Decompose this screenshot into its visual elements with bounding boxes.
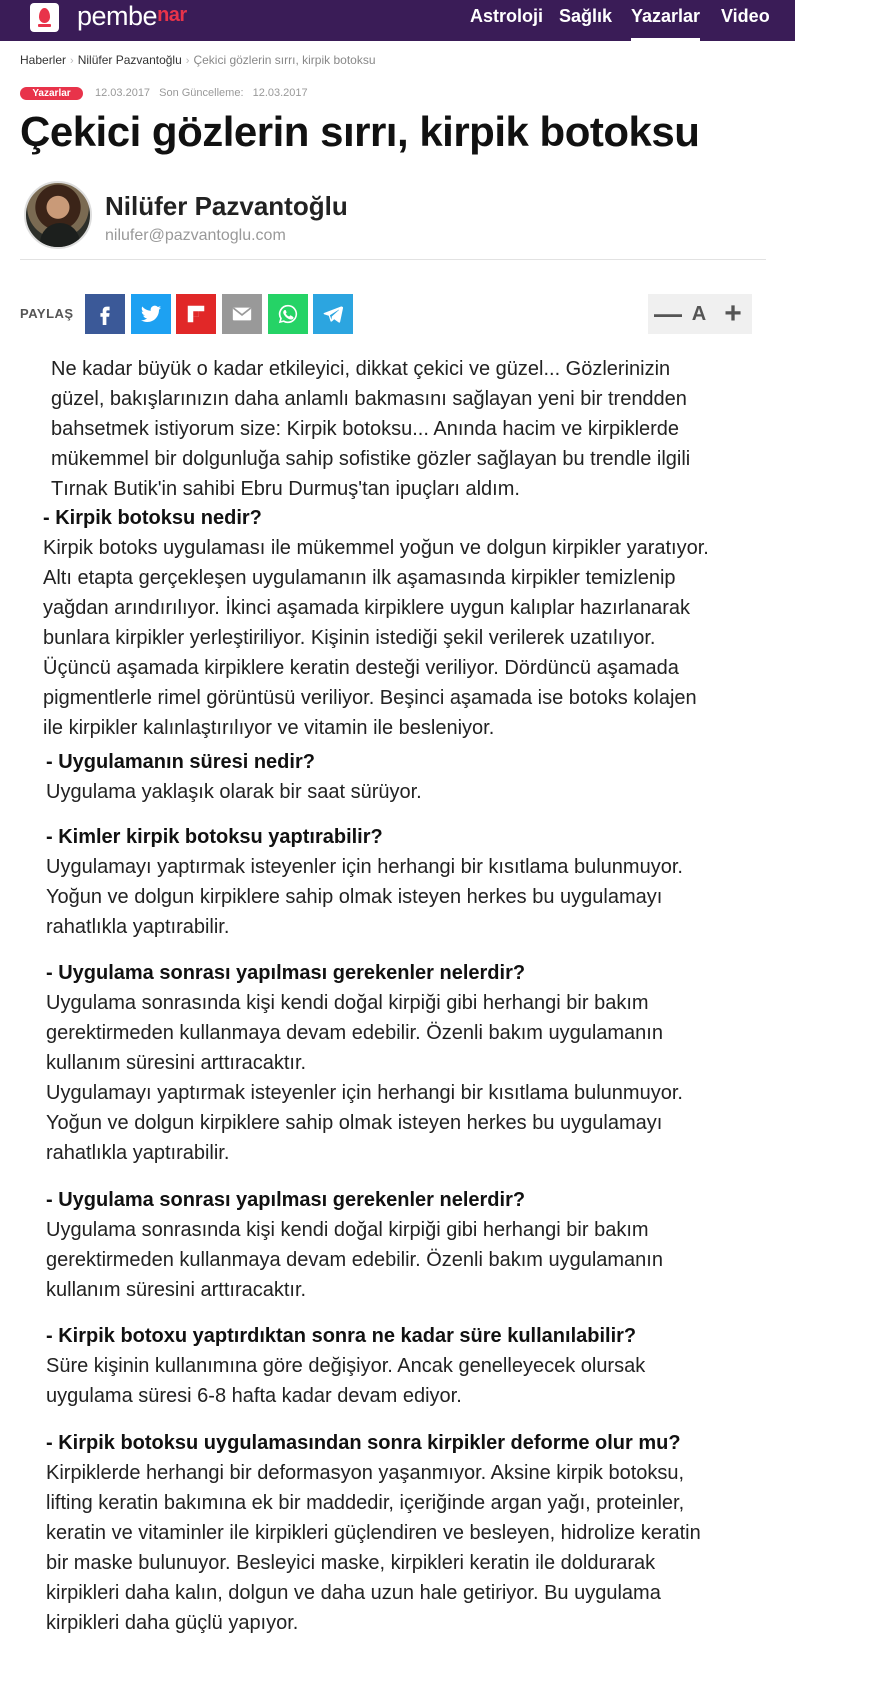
font-size-label: A [691, 303, 707, 325]
paragraph-line: keratin ve vitaminler ile kirpikleri güçlendiren ve besleyen, hidrolize keratin [46, 1522, 701, 1544]
paragraph-line: lifting keratin bakımına ek bir maddedir, içeriğinde argan yağı, proteinler, [46, 1492, 685, 1514]
nav-item-astroloji[interactable]: Astroloji [470, 6, 544, 26]
paragraph-line: Uygulama sonrasında kişi kendi doğal kirpiği gibi herhangi bir bakım [46, 992, 649, 1014]
site-logo[interactable] [77, 0, 187, 32]
section-heading: - Kirpik botoksu nedir? [43, 507, 262, 529]
share-label: PAYLAŞ [20, 306, 74, 321]
facebook-icon [94, 303, 116, 325]
paragraph-line: gerektirmeden kullanmaya devam edebilir. Özenli bakım uygulamanın [46, 1022, 663, 1044]
paragraph-line: kirpikleri daha güçlü yapıyor. [46, 1612, 299, 1634]
pomegranate-logo-icon[interactable] [30, 3, 59, 32]
updated-label: Son Güncelleme: [159, 87, 244, 99]
paragraph-line: kullanım süresini arttıracaktır. [46, 1052, 307, 1074]
email-share-button[interactable] [222, 294, 262, 334]
paragraph-line: Yoğun ve dolgun kirpiklere sahip olmak isteyen herkes bu uygulamayı [46, 886, 663, 908]
flipboard-icon [185, 303, 207, 325]
intro-line: Ne kadar büyük o kadar etkileyici, dikkat çekici ve güzel... Gözlerinizin [51, 358, 671, 380]
category-badge[interactable]: Yazarlar [20, 87, 83, 100]
chevron-right-icon: › [185, 55, 190, 67]
flame-shape [39, 8, 50, 23]
nav-item-yazarlar[interactable]: Yazarlar [631, 6, 701, 26]
paragraph-line: kirpikleri daha kalın, dolgun ve daha uzun hale getiriyor. Bu uygulama [46, 1582, 661, 1604]
divider [20, 259, 766, 260]
page-title: Çekici gözlerin sırrı, kirpik botoksu [20, 108, 700, 155]
intro-line: bahsetmek istiyorum size: Kirpik botoksu... Anında hacim ve kirpiklerde [51, 418, 680, 440]
paragraph-line: pigmentlerle rimel görüntüsü veriliyor. Beşinci aşamada ise botoks kolajen [43, 687, 697, 709]
twitter-icon [140, 303, 162, 325]
paragraph-line: Kirpik botoks uygulaması ile mükemmel yoğun ve dolgun kirpikler yaratıyor. [43, 537, 709, 559]
nav-item-video[interactable]: Video [721, 6, 770, 26]
flame-base-shape [38, 24, 51, 27]
section-heading: - Kirpik botoksu uygulamasından sonra kirpikler deforme olur mu? [46, 1432, 681, 1454]
paragraph-line: kullanım süresini arttıracaktır. [46, 1279, 307, 1301]
paragraph-line: uygulama süresi 6-8 hafta kadar devam ediyor. [46, 1385, 462, 1407]
paragraph-line: gerektirmeden kullanmaya devam edebilir. Özenli bakım uygulamanın [46, 1249, 663, 1271]
article-meta [95, 86, 314, 100]
logo-text-white: pembe [77, 1, 158, 31]
section-heading: - Kimler kirpik botoksu yaptırabilir? [46, 826, 383, 848]
chevron-right-icon: › [70, 55, 74, 67]
intro-line: Tırnak Butik'in sahibi Ebru Durmuş'tan ipuçları aldım. [51, 478, 520, 500]
section-heading: - Uygulamanın süresi nedir? [46, 751, 315, 773]
paragraph-line: bunlara kirpikler yerleştiriliyor. Kişinin istediği şekil verilerek uzatılıyor. [43, 627, 656, 649]
paragraph-line: rahatlıkla yaptırabilir. [46, 1142, 230, 1164]
intro-line: güzel, bakışlarınızın daha anlamlı bakmasını sağlayan yeni bir trendden [51, 388, 687, 410]
author-email: nilufer@pazvantoglu.com [105, 227, 286, 244]
breadcrumb-item-current: Çekici gözlerin sırrı, kirpik botoksu [193, 53, 376, 67]
twitter-share-button[interactable] [131, 294, 171, 334]
telegram-icon [322, 303, 344, 325]
breadcrumb [20, 52, 376, 69]
font-size-control [648, 294, 752, 334]
facebook-share-button[interactable] [85, 294, 125, 334]
paragraph-line: ile kirpikler kalınlaştırılıyor ve vitamin ile besleniyor. [43, 717, 495, 739]
paragraph-line: rahatlıkla yaptırabilir. [46, 916, 230, 938]
avatar-figure [40, 223, 80, 249]
updated-date: 12.03.2017 [252, 87, 308, 99]
paragraph-line: Yoğun ve dolgun kirpiklere sahip olmak isteyen herkes bu uygulamayı [46, 1112, 663, 1134]
whatsapp-share-button[interactable] [268, 294, 308, 334]
logo-text-pink: nar [157, 4, 187, 26]
top-navigation-bar [0, 0, 795, 41]
paragraph-line: Üçüncü aşamada kirpiklere keratin desteği veriliyor. Dördüncü aşamada [43, 657, 679, 679]
paragraph-line: Süre kişinin kullanımına göre değişiyor. Ancak genelleyecek olursak [46, 1355, 646, 1377]
breadcrumb-item-haberler[interactable]: Haberler [20, 53, 67, 67]
paragraph-line: Uygulamayı yaptırmak isteyenler için herhangi bir kısıtlama bulunmuyor. [46, 1082, 683, 1104]
paragraph-line: Uygulama sonrasında kişi kendi doğal kirpiği gibi herhangi bir bakım [46, 1219, 649, 1241]
decrease-font-button[interactable]: — [654, 298, 682, 329]
section-heading: - Uygulama sonrası yapılması gerekenler nelerdir? [46, 962, 526, 984]
increase-font-button[interactable]: + [724, 297, 742, 330]
telegram-share-button[interactable] [313, 294, 353, 334]
flipboard-share-button[interactable] [176, 294, 216, 334]
paragraph-line: Uygulamayı yaptırmak isteyenler için herhangi bir kısıtlama bulunmuyor. [46, 856, 683, 878]
paragraph-line: bir maske bulunuyor. Besleyici maske, kirpikleri keratin ile doldurarak [46, 1552, 656, 1574]
paragraph-line: yağdan arındırılıyor. İkinci aşamada kirpiklere uygun kalıplar hazırlanarak [43, 597, 690, 619]
paragraph-line: Altı etapta gerçekleşen uygulamanın ilk aşamasında kirpikler temizlenip [43, 567, 676, 589]
email-icon [231, 303, 253, 325]
paragraph-line: Kirpiklerde herhangi bir deformasyon yaşanmıyor. Aksine kirpik botoksu, [46, 1462, 685, 1484]
nav-item-saglik[interactable]: Sağlık [559, 6, 613, 26]
publish-date: 12.03.2017 [95, 87, 151, 99]
author-name[interactable]: Nilüfer Pazvantoğlu [105, 191, 348, 221]
whatsapp-icon [277, 303, 299, 325]
breadcrumb-item-author[interactable]: Nilüfer Pazvantoğlu [77, 53, 182, 67]
section-heading: - Uygulama sonrası yapılması gerekenler nelerdir? [46, 1189, 526, 1211]
paragraph-line: Uygulama yaklaşık olarak bir saat sürüyor. [46, 781, 422, 803]
section-heading: - Kirpik botoxu yaptırdıktan sonra ne kadar süre kullanılabilir? [46, 1325, 637, 1347]
author-avatar[interactable] [24, 181, 92, 249]
intro-line: mükemmel bir dolgunluğa sahip sofistike gözler sağlayan bu trendle ilgili [51, 448, 691, 470]
